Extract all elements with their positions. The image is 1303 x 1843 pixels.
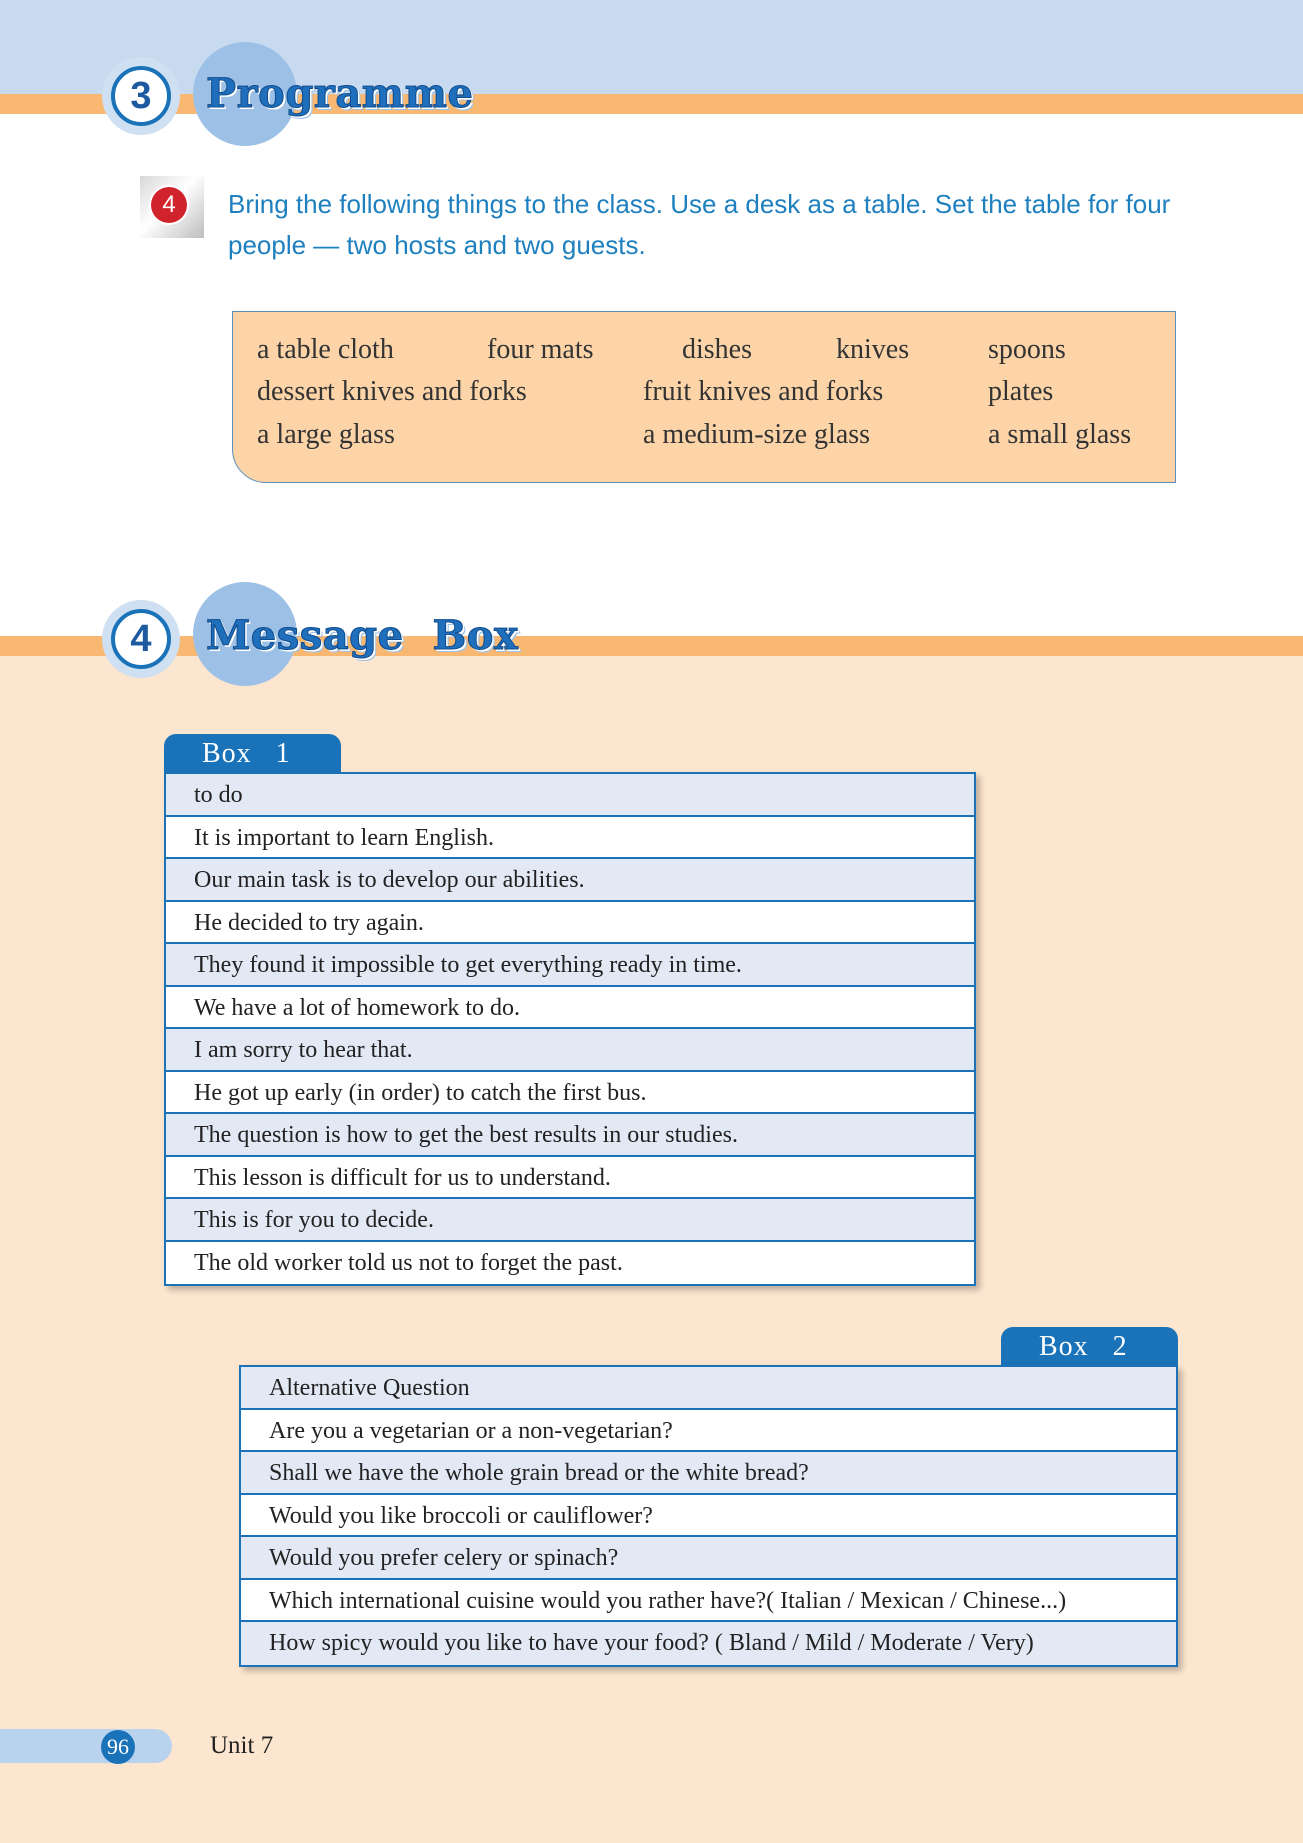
task-number: 4 xyxy=(151,187,187,223)
table-row: He decided to try again. xyxy=(166,902,974,945)
table-row: I am sorry to hear that. xyxy=(166,1029,974,1072)
box-1-table xyxy=(164,772,976,1286)
unit-label: Unit 7 xyxy=(210,1732,274,1759)
table-row: It is important to learn English. xyxy=(166,817,974,860)
item: a medium-size glass xyxy=(643,419,871,450)
table-row: We have a lot of homework to do. xyxy=(166,987,974,1030)
table-row: He got up early (in order) to catch the first bus. xyxy=(166,1072,974,1115)
table-row: Are you a vegetarian or a non-vegetarian? xyxy=(241,1410,1176,1453)
box-1-tab: Box 1 xyxy=(164,734,341,772)
box-2-table xyxy=(239,1365,1178,1667)
item: a table cloth xyxy=(257,334,394,365)
section-3-number: 3 xyxy=(111,66,171,126)
item: four mats xyxy=(487,334,594,365)
task-instruction: Bring the following things to the class. Use a desk as a table. Set the table for four people — two hosts and two guests. xyxy=(228,189,1171,260)
table-row: The question is how to get the best results in our studies. xyxy=(166,1114,974,1157)
table-row: to do xyxy=(166,774,974,817)
table-row: Shall we have the whole grain bread or the white bread? xyxy=(241,1452,1176,1495)
table-row: Would you prefer celery or spinach? xyxy=(241,1537,1176,1580)
item: a large glass xyxy=(257,419,395,450)
page-number: 96 xyxy=(101,1730,135,1764)
table-row: The old worker told us not to forget the past. xyxy=(194,1249,623,1276)
section-4-number: 4 xyxy=(111,609,171,669)
item: a small glass xyxy=(988,419,1132,450)
footer-pill xyxy=(0,1729,172,1763)
item: spoons xyxy=(988,334,1066,365)
table-row: This is for you to decide. xyxy=(166,1199,974,1242)
section-3-badge xyxy=(102,57,180,135)
item: dishes xyxy=(682,334,752,365)
item: fruit knives and forks xyxy=(643,376,884,407)
item: knives xyxy=(836,334,910,365)
table-row: How spicy would you like to have your food? ( Bland / Mild / Moderate / Very) xyxy=(241,1622,1176,1665)
table-row: They found it impossible to get everything ready in time. xyxy=(166,944,974,987)
section-3-title: Programme xyxy=(206,70,474,117)
table-row: Our main task is to develop our abilities. xyxy=(166,859,974,902)
box-2-tab: Box 2 xyxy=(1001,1327,1178,1365)
section-4-title: Message Box xyxy=(206,612,519,659)
item: dessert knives and forks xyxy=(257,376,527,407)
table-row: Alternative Question xyxy=(241,1367,1176,1410)
table-row: This lesson is difficult for us to understand. xyxy=(166,1157,974,1200)
section-4-badge xyxy=(102,600,180,678)
table-row: Would you like broccoli or cauliflower? xyxy=(241,1495,1176,1538)
table-row: Which international cuisine would you rather have?( Italian / Mexican / Chinese...) xyxy=(241,1580,1176,1623)
item: plates xyxy=(988,376,1054,407)
